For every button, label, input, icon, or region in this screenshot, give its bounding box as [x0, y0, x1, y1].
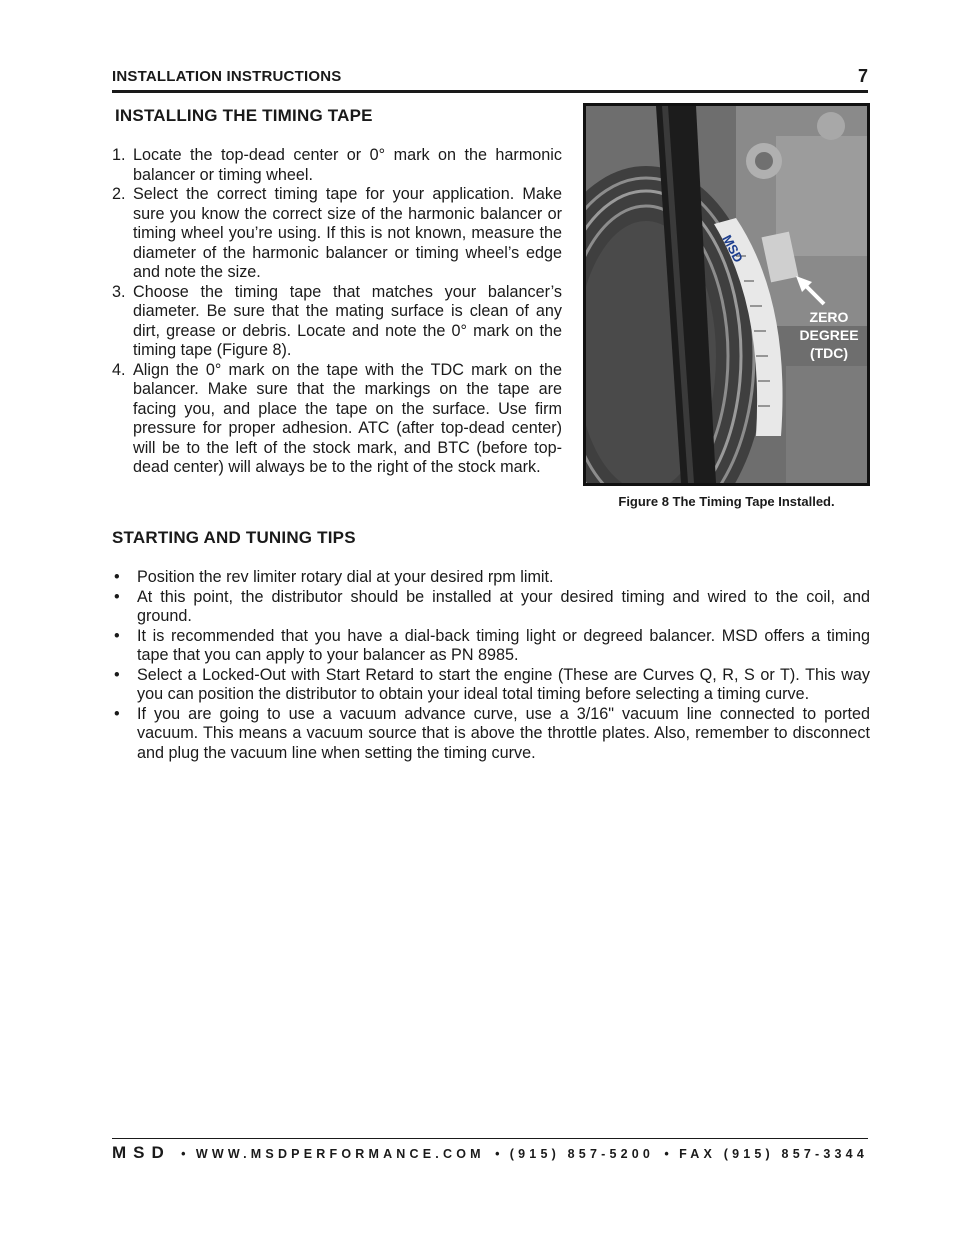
footer-website: WWW.MSDPERFORMANCE.COM — [195, 1147, 485, 1161]
list-item: 1. Locate the top-dead center or 0° mark on the harmonic balancer or timing wheel. — [112, 146, 562, 184]
footer-separator: • — [495, 1147, 500, 1161]
page-number: 7 — [857, 66, 868, 86]
footer-phone: (915) 857-5200 — [509, 1147, 655, 1161]
section-heading-tuning-tips: STARTING AND TUNING TIPS — [112, 528, 356, 547]
list-item: • If you are going to use a vacuum advance curve, use a 3/16" vacuum line connected to ported vacuum. This means a vacuum source that is above the throttle plates. Also, remember to disconnect and plug the vacuum line when setting the timing curve. — [114, 704, 870, 762]
section-heading-timing-tape: INSTALLING THE TIMING TAPE — [115, 106, 373, 125]
page-footer — [112, 1143, 868, 1165]
list-item: • At this point, the distributor should be installed at your desired timing and wired to the coil, and ground. — [114, 587, 870, 625]
figure-label-zero: ZERO — [809, 309, 849, 325]
tuning-tips-list — [112, 568, 870, 763]
footer-brand: MSD — [112, 1143, 171, 1162]
list-item: 3. Choose the timing tape that matches your balancer’s diameter. Be sure that the mating surface is clean of any dirt, grease or debris. Locate and note the 0° mark on the timing tape (Figure 8). — [112, 282, 562, 359]
list-item: 4. Align the 0° mark on the tape with the TDC mark on the balancer. Make sure that the markings on the tape are facing you, and place the tape on the surface. Use firm pressure for proper adhesion. ATC (after top-dead center) will be to the left of the stock mark, and BTC (before top-dead center) will always be to the right of the stock mark. — [112, 360, 562, 476]
header-title: INSTALLATION INSTRUCTIONS — [112, 68, 342, 85]
list-item: 2. Select the correct timing tape for your application. Make sure you know the correct size of the harmonic balancer or timing wheel you’re using. If this is not known, measure the diameter of the harmonic balancer or timing wheel’s edge and note the size. — [112, 185, 562, 281]
list-item: • It is recommended that you have a dial-back timing light or degreed balancer. MSD offers a timing tape that you can apply to your balancer as PN 8985. — [114, 626, 870, 664]
figure-caption: Figure 8 The Timing Tape Installed. — [618, 494, 835, 509]
footer-separator: • — [664, 1147, 669, 1161]
figure-label-tdc: (TDC) — [809, 345, 849, 361]
tape-logo: MSD — [719, 232, 747, 265]
list-item: • Position the rev limiter rotary dial at your desired rpm limit. — [114, 568, 554, 586]
page-header — [112, 66, 868, 93]
footer-fax: FAX (915) 857-3344 — [679, 1147, 868, 1161]
timing-tape-steps — [112, 146, 562, 478]
figure-label-degree: DEGREE — [799, 327, 859, 343]
footer-divider — [112, 1138, 868, 1139]
list-item: • Select a Locked-Out with Start Retard to start the engine (These are Curves Q, R, S or T). This way you can position the distributor to obtain your ideal total timing before selecting a timing curve. — [114, 665, 870, 703]
timing-tape-photo — [583, 103, 870, 486]
footer-separator: • — [181, 1147, 186, 1161]
